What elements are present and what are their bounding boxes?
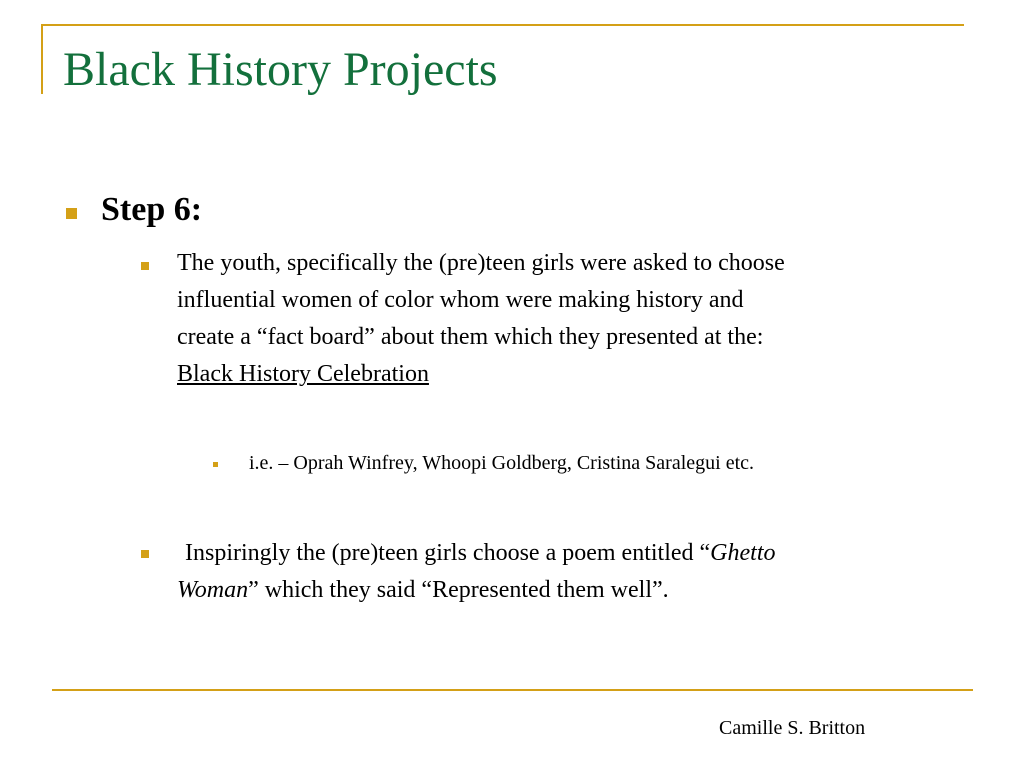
paragraph-line: influential women of color whom were making history and	[177, 287, 744, 313]
example-names: i.e. – Oprah Winfrey, Whoopi Goldberg, Cristina Saralegui etc.	[249, 452, 754, 474]
step-heading: Step 6:	[101, 191, 203, 228]
bullet-square-icon	[141, 262, 149, 270]
poem-text-before: Inspiringly the (pre)teen girls choose a poem entitled “	[185, 540, 711, 566]
footer-author: Camille S. Britton	[719, 717, 866, 739]
black-history-celebration-link[interactable]: Black History Celebration	[177, 361, 429, 387]
poem-text-after: ” which they said “Represented them well”.	[248, 577, 669, 603]
poem-title-part-1: Ghetto	[710, 540, 776, 566]
paragraph-line: create a “fact board” about them which they presented at the:	[177, 324, 764, 350]
bullet-square-icon	[141, 550, 149, 558]
title-frame-top-line	[41, 24, 964, 26]
slide-title: Black History Projects	[63, 43, 498, 96]
paragraph-fact-board	[177, 245, 967, 393]
paragraph-line: The youth, specifically the (pre)teen girls were asked to choose	[177, 250, 785, 276]
bullet-square-icon	[213, 462, 218, 467]
bullet-square-icon	[66, 208, 77, 219]
paragraph-poem	[177, 535, 967, 609]
poem-title-part-2: Woman	[177, 577, 249, 603]
footer-divider-line	[52, 689, 973, 691]
title-frame-left-line	[41, 24, 43, 94]
